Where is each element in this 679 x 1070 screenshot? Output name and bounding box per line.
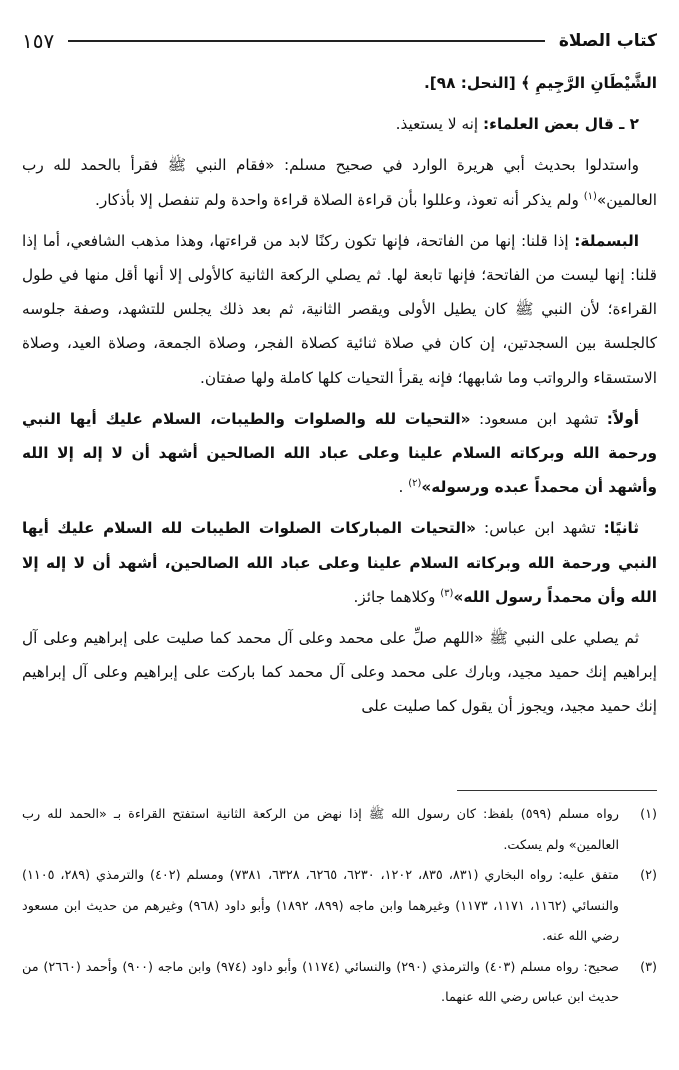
first-label: أولاً: — [606, 409, 639, 428]
first-intro: تشهد ابن مسعود: — [470, 409, 607, 428]
footnote-3 — [22, 953, 657, 1014]
footnote-1 — [22, 800, 657, 861]
book-title: كتاب الصلاة — [558, 31, 657, 51]
paragraph-opinion-two — [22, 107, 657, 141]
footnotes — [22, 800, 657, 1014]
first-quote: «التحيات لله والصلوات والطيبات، السلام عليك أيها النبي ورحمة الله وبركاته السلام علينا وعلى عباد الله الصالحين أشهد أن لا إله إلا الله وأشهد أن محمداً عبده ورسوله» — [22, 409, 657, 497]
paragraph-evidence — [22, 148, 657, 216]
footnote-text: رواه مسلم (٥٩٩) بلفظ: كان رسول الله ﷺ إذا نهض من الركعة الثانية استفتح القراءة بـ «الحمد لله رب العالمين» ولم يسكت. — [22, 807, 619, 853]
opinion-text: إنه لا يستعيذ. — [395, 115, 484, 134]
first-end: . — [398, 478, 409, 497]
paragraph-salawat: ثم يصلي على النبي ﷺ «اللهم صلِّ على محمد وعلى آل محمد كما صليت على إبراهيم وعلى آل إبراهيم إنك حميد مجيد، وبارك على محمد وعلى آل محمد كما باركت على إبراهيم وعلى آل إبراهيم إنك حميد مجيد، ويجوز أن يقول كما صليت على — [22, 629, 657, 716]
paragraph-basmala — [22, 224, 657, 395]
footnote-number: (٢) — [640, 868, 657, 883]
main-text — [22, 66, 657, 724]
basmala-text: إذا قلنا: إنها من الفاتحة، فإنها تكون ركنًا لابد من قراءتها، وهذا مذهب الشافعي، أما إذا قلنا: إنها ليست من الفاتحة؛ فإنها تابعة لها. ثم يصلي الركعة الثانية كالأولى إلا أنها أقل منها في طول القراءة؛ لأن النبي ﷺ كان يطيل الأولى ويقصر الثانية، ثم بعد ذلك يجلس للتشهد، وصفة جلوسه كالجلسة بين السجدتين، إن كان في صلاة ثنائية كصلاة الفجر، وصلاة الجمعة، وصلاة العيد، وصلاة الاستسقاء والرواتب وما شابهها؛ فإنه يقرأ التحيات كلها كاملة ولها صفتان. — [22, 231, 657, 387]
footnote-ref-1[interactable]: (١) — [583, 190, 597, 202]
basmala-label: البسملة: — [574, 231, 639, 250]
paragraph-tashahhud-one — [22, 402, 657, 505]
running-header — [22, 26, 657, 56]
footnote-text: صحيح: رواه مسلم (٤٠٣) والترمذي (٢٩٠) والنسائي (١١٧٤) وأبو داود (٩٧٤) وابن ماجه (٩٠٠) وأحمد (٢٦٦٠) من حديث ابن عباس رضي الله عنهما. — [22, 959, 619, 1005]
footnote-number: (٣) — [640, 959, 657, 975]
paragraph-tashahhud-two — [22, 511, 657, 614]
quran-verse-end: الشَّيْطَانِ الرَّجِيمِ ﴾ [النحل: ٩٨]. — [423, 74, 657, 92]
footnote-separator — [457, 790, 657, 791]
evidence-text: واستدلوا بحديث أبي هريرة الوارد في صحيح مسلم: «فقام النبي ﷺ فقرأ بالحمد لله رب العالمين» — [22, 156, 657, 209]
opinion-label: ٢ ـ قال بعض العلماء: — [483, 115, 639, 134]
second-end: وكلاهما جائز. — [353, 587, 441, 606]
second-quote: «التحيات المباركات الصلوات الطيبات لله السلام عليك أيها النبي ورحمة الله وبركاته السلام علينا وعلى عباد الله الصالحين، أشهد أن لا إله إلا الله وأن محمداً رسول الله» — [22, 519, 657, 606]
header-rule — [68, 40, 545, 42]
footnote-number: (١) — [640, 807, 657, 822]
footnote-text: متفق عليه: رواه البخاري (٨٣١، ٨٣٥، ١٢٠٢، ٦٢٣٠، ٦٢٦٥، ٦٣٢٨، ٧٣٨١) ومسلم (٤٠٢) والترمذي (٢٨٩، ١١٠٥) والنسائي (١١٦٢، ١١٧١، ١١٧٣) وغيرهما وابن ماجه (٨٩٩، ١٨٩٢) وأبو داود (٩٦٨) وغيرهم من حديث ابن مسعود رضي الله عنه. — [22, 868, 620, 944]
footnote-ref-3[interactable]: (٣) — [440, 587, 454, 599]
second-intro: تشهد ابن عباس: — [475, 519, 604, 538]
footnote-2 — [22, 861, 657, 953]
second-label: ثانيًا: — [603, 519, 639, 538]
footnote-ref-2[interactable]: (٢) — [408, 478, 422, 490]
page-number: ١٥٧ — [22, 29, 55, 53]
evidence-text-cont: ولم يذكر أنه تعوذ، وعللوا بأن قراءة الصلاة قراءة واحدة ولم تنفصل إلا بأذكار. — [95, 190, 584, 209]
